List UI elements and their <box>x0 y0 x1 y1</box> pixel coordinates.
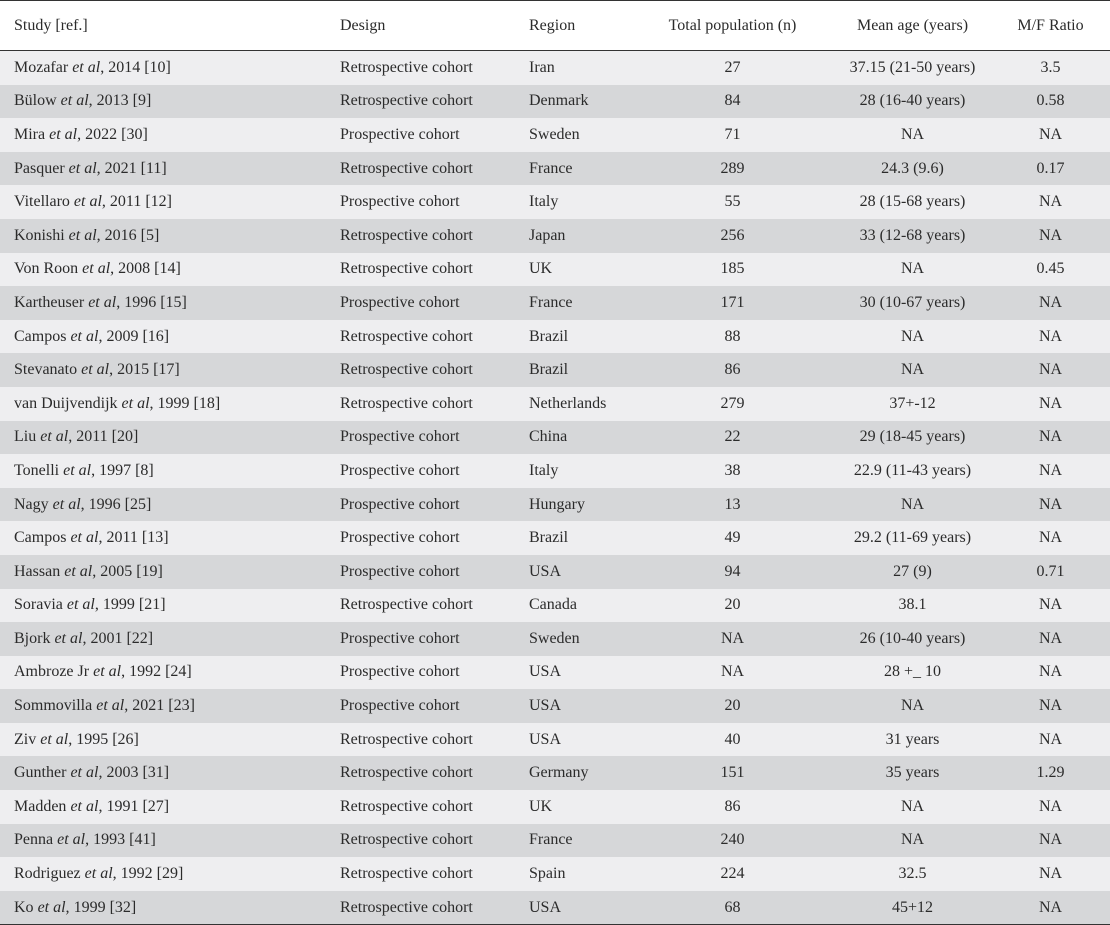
study-etal: et al <box>93 663 122 681</box>
study-citation: , 2009 [16] <box>98 327 170 345</box>
header-region: Region <box>529 1 631 51</box>
cell-age: NA <box>834 118 991 152</box>
cell-study <box>0 219 340 253</box>
cell-study <box>0 589 340 623</box>
cell-ratio: 0.58 <box>991 85 1110 119</box>
study-author: Konishi <box>14 226 65 244</box>
cell-study <box>0 723 340 757</box>
study-author: Pasquer <box>14 159 65 177</box>
study-etal: et al <box>40 730 69 748</box>
table-row <box>0 555 1110 589</box>
study-citation: , 2021 [23] <box>124 697 195 715</box>
cell-study <box>0 253 340 287</box>
study-author: Ziv <box>14 730 37 748</box>
study-author: Sommovilla <box>14 697 93 715</box>
study-etal: et al <box>72 58 101 76</box>
cell-study <box>0 891 340 925</box>
study-etal: et al <box>54 629 83 647</box>
cell-design: Prospective cohort <box>340 689 529 723</box>
cell-population: 171 <box>631 286 834 320</box>
cell-study <box>0 387 340 421</box>
cell-region: USA <box>529 891 631 925</box>
cell-design: Prospective cohort <box>340 454 529 488</box>
study-author: Liu <box>14 428 37 446</box>
table-row <box>0 756 1110 790</box>
table-row <box>0 857 1110 891</box>
table-row <box>0 790 1110 824</box>
cell-region: Netherlands <box>529 387 631 421</box>
cell-design: Retrospective cohort <box>340 891 529 925</box>
study-citation: 1999 [32] <box>69 898 137 916</box>
cell-design: Prospective cohort <box>340 555 529 589</box>
cell-study <box>0 488 340 522</box>
study-author: Ko <box>14 898 34 916</box>
cell-population: 40 <box>631 723 834 757</box>
table-row <box>0 286 1110 320</box>
cell-age: NA <box>834 790 991 824</box>
study-author: Rodriguez <box>14 865 81 883</box>
cell-design: Retrospective cohort <box>340 320 529 354</box>
cell-region: Sweden <box>529 622 631 656</box>
study-etal: et al <box>63 461 92 479</box>
study-author: Ambroze Jr <box>14 663 90 681</box>
cell-population: 94 <box>631 555 834 589</box>
study-citation: , 1992 [24] <box>121 663 192 681</box>
study-author: Bjork <box>14 629 51 647</box>
study-etal: et al <box>64 562 93 580</box>
cell-population: 22 <box>631 421 834 455</box>
table-row <box>0 219 1110 253</box>
study-etal: et al <box>49 125 78 143</box>
table-header-row <box>0 1 1110 51</box>
study-citation: , 2015 [17] <box>109 361 180 379</box>
table-row <box>0 622 1110 656</box>
study-author: Bülow <box>14 92 57 110</box>
study-citation: , 1996 [25] <box>80 495 152 513</box>
cell-ratio: NA <box>991 353 1110 387</box>
cell-study <box>0 689 340 723</box>
cell-age: 29 (18-45 years) <box>834 421 991 455</box>
cell-region: France <box>529 152 631 186</box>
cell-age: 35 years <box>834 756 991 790</box>
study-citation: , 1996 [15] <box>116 293 187 311</box>
cell-age: 28 (16-40 years) <box>834 85 991 119</box>
cell-ratio: NA <box>991 320 1110 354</box>
cell-design: Retrospective cohort <box>340 589 529 623</box>
study-etal: et al <box>96 697 125 715</box>
cell-population: 240 <box>631 824 834 858</box>
cell-ratio: NA <box>991 689 1110 723</box>
cell-ratio: NA <box>991 589 1110 623</box>
cell-population: 86 <box>631 790 834 824</box>
cell-age: NA <box>834 689 991 723</box>
table-row <box>0 824 1110 858</box>
table-body <box>0 51 1110 925</box>
cell-population: 289 <box>631 152 834 186</box>
study-author: Hassan <box>14 562 61 580</box>
cell-region: UK <box>529 790 631 824</box>
study-citation: , 2022 [30] <box>77 125 148 143</box>
cell-ratio: NA <box>991 118 1110 152</box>
cell-region: Germany <box>529 756 631 790</box>
cell-design: Retrospective cohort <box>340 253 529 287</box>
cell-design: Retrospective cohort <box>340 857 529 891</box>
cell-region: Hungary <box>529 488 631 522</box>
study-etal: et al <box>60 92 89 110</box>
table-row <box>0 253 1110 287</box>
cell-study <box>0 286 340 320</box>
cell-region: Spain <box>529 857 631 891</box>
study-author: Tonelli <box>14 461 60 479</box>
table-row <box>0 320 1110 354</box>
study-etal: et al <box>68 159 97 177</box>
cell-design: Retrospective cohort <box>340 152 529 186</box>
cell-age: 26 (10-40 years) <box>834 622 991 656</box>
study-citation: , 2001 [22] <box>82 629 154 647</box>
cell-population: 84 <box>631 85 834 119</box>
cell-ratio: NA <box>991 891 1110 925</box>
cell-age: NA <box>834 353 991 387</box>
cell-study <box>0 85 340 119</box>
study-citation: , 2016 [5] <box>96 226 160 244</box>
cell-region: Iran <box>529 51 631 85</box>
table-row <box>0 152 1110 186</box>
cell-study <box>0 824 340 858</box>
cell-age: 28 +_ 10 <box>834 656 991 690</box>
cell-region: Brazil <box>529 521 631 555</box>
cell-population: NA <box>631 622 834 656</box>
study-citation: , 1993 [41] <box>85 831 156 849</box>
table-row <box>0 656 1110 690</box>
cell-region: USA <box>529 723 631 757</box>
study-etal: et al, <box>37 898 70 916</box>
header-ratio: M/F Ratio <box>991 1 1110 51</box>
cell-age: 45+12 <box>834 891 991 925</box>
cell-age: NA <box>834 253 991 287</box>
cell-ratio: NA <box>991 286 1110 320</box>
cell-age: 37.15 (21-50 years) <box>834 51 991 85</box>
study-etal: et al <box>52 495 81 513</box>
study-etal: et al <box>40 428 69 446</box>
cell-ratio: NA <box>991 622 1110 656</box>
cell-ratio: NA <box>991 454 1110 488</box>
header-population: Total population (n) <box>631 1 834 51</box>
cell-study <box>0 756 340 790</box>
study-citation: , 2011 [13] <box>98 529 169 547</box>
study-citation: , 2013 [9] <box>88 92 152 110</box>
study-etal: et al <box>66 596 95 614</box>
cell-design: Prospective cohort <box>340 185 529 219</box>
cell-ratio: NA <box>991 421 1110 455</box>
cell-region: France <box>529 286 631 320</box>
cell-study <box>0 421 340 455</box>
cell-region: France <box>529 824 631 858</box>
cell-age: 37+-12 <box>834 387 991 421</box>
study-citation: , 1997 [8] <box>91 461 154 479</box>
cell-population: 256 <box>631 219 834 253</box>
cell-population: 88 <box>631 320 834 354</box>
study-citation: , 1992 [29] <box>112 865 184 883</box>
cell-region: Brazil <box>529 353 631 387</box>
header-design: Design <box>340 1 529 51</box>
study-etal: et al <box>81 361 110 379</box>
cell-age: 38.1 <box>834 589 991 623</box>
cell-age: 29.2 (11-69 years) <box>834 521 991 555</box>
cell-population: 49 <box>631 521 834 555</box>
cell-age: 31 years <box>834 723 991 757</box>
cell-design: Prospective cohort <box>340 521 529 555</box>
cell-ratio: 0.71 <box>991 555 1110 589</box>
study-author: van Duijvendijk <box>14 394 118 412</box>
study-citation: , 1999 [21] <box>94 596 166 614</box>
study-citation: , 1995 [26] <box>68 730 139 748</box>
cell-age: 33 (12-68 years) <box>834 219 991 253</box>
cell-study <box>0 622 340 656</box>
study-etal: et al <box>70 764 99 782</box>
cell-region: Japan <box>529 219 631 253</box>
table-row <box>0 51 1110 85</box>
cell-population: 151 <box>631 756 834 790</box>
cell-ratio: NA <box>991 824 1110 858</box>
study-author: Campos <box>14 327 67 345</box>
cell-design: Retrospective cohort <box>340 824 529 858</box>
cell-population: 68 <box>631 891 834 925</box>
cell-study <box>0 118 340 152</box>
study-author: Kartheuser <box>14 293 85 311</box>
cell-ratio: NA <box>991 723 1110 757</box>
study-author: Mira <box>14 125 46 143</box>
cell-population: 20 <box>631 589 834 623</box>
table-row <box>0 421 1110 455</box>
study-author: Vitellaro <box>14 193 70 211</box>
cell-design: Retrospective cohort <box>340 756 529 790</box>
header-study: Study [ref.] <box>0 1 340 51</box>
cell-design: Prospective cohort <box>340 286 529 320</box>
cell-population: 71 <box>631 118 834 152</box>
cell-study <box>0 790 340 824</box>
table-row <box>0 85 1110 119</box>
cell-population: 86 <box>631 353 834 387</box>
table-row <box>0 589 1110 623</box>
cell-design: Prospective cohort <box>340 421 529 455</box>
table-row <box>0 353 1110 387</box>
cell-population: 55 <box>631 185 834 219</box>
cell-region: Denmark <box>529 85 631 119</box>
study-author: Soravia <box>14 596 63 614</box>
table-row <box>0 521 1110 555</box>
cell-population: 13 <box>631 488 834 522</box>
study-etal: et al <box>121 394 150 412</box>
study-etal: et al <box>73 193 102 211</box>
cell-design: Retrospective cohort <box>340 723 529 757</box>
table-row <box>0 118 1110 152</box>
cell-age: 28 (15-68 years) <box>834 185 991 219</box>
cell-ratio: NA <box>991 656 1110 690</box>
cell-region: USA <box>529 656 631 690</box>
cell-design: Retrospective cohort <box>340 353 529 387</box>
study-etal: et al <box>68 226 97 244</box>
study-etal: et al <box>84 865 113 883</box>
cell-study <box>0 521 340 555</box>
cell-region: China <box>529 421 631 455</box>
cell-region: Sweden <box>529 118 631 152</box>
cell-study <box>0 555 340 589</box>
study-citation: , 1991 [27] <box>98 797 170 815</box>
cell-study <box>0 152 340 186</box>
cell-design: Prospective cohort <box>340 118 529 152</box>
cell-design: Retrospective cohort <box>340 387 529 421</box>
cell-region: USA <box>529 689 631 723</box>
cell-design: Retrospective cohort <box>340 85 529 119</box>
cell-ratio: NA <box>991 219 1110 253</box>
cell-population: 20 <box>631 689 834 723</box>
study-etal: et al <box>70 327 99 345</box>
cell-ratio: NA <box>991 790 1110 824</box>
study-author: Gunther <box>14 764 67 782</box>
cell-ratio: NA <box>991 857 1110 891</box>
cell-ratio: NA <box>991 488 1110 522</box>
table-row <box>0 454 1110 488</box>
study-citation: , 2003 [31] <box>98 764 170 782</box>
cell-design: Prospective cohort <box>340 622 529 656</box>
cell-age: 27 (9) <box>834 555 991 589</box>
cell-population: NA <box>631 656 834 690</box>
cell-ratio: NA <box>991 185 1110 219</box>
table-row <box>0 689 1110 723</box>
cell-study <box>0 454 340 488</box>
study-etal: et al <box>88 293 117 311</box>
table-row <box>0 387 1110 421</box>
cell-design: Prospective cohort <box>340 488 529 522</box>
cell-region: UK <box>529 253 631 287</box>
cell-age: NA <box>834 488 991 522</box>
cell-population: 38 <box>631 454 834 488</box>
study-author: Campos <box>14 529 67 547</box>
table-row <box>0 723 1110 757</box>
study-citation: , 2014 [10] <box>100 58 171 76</box>
study-citation: , 2008 [14] <box>110 260 181 278</box>
cell-ratio: 3.5 <box>991 51 1110 85</box>
cell-age: 24.3 (9.6) <box>834 152 991 186</box>
cell-design: Prospective cohort <box>340 656 529 690</box>
table-row <box>0 891 1110 925</box>
cell-ratio: NA <box>991 387 1110 421</box>
table-row <box>0 488 1110 522</box>
cell-study <box>0 320 340 354</box>
study-citation: , 2011 [20] <box>68 428 139 446</box>
study-author: Nagy <box>14 495 49 513</box>
cell-age: NA <box>834 320 991 354</box>
cell-design: Retrospective cohort <box>340 790 529 824</box>
cell-population: 224 <box>631 857 834 891</box>
study-etal: et al <box>70 797 99 815</box>
study-etal: et al <box>57 831 86 849</box>
cell-region: Brazil <box>529 320 631 354</box>
cell-ratio: 0.17 <box>991 152 1110 186</box>
study-citation: , 2005 [19] <box>92 562 163 580</box>
cell-region: Italy <box>529 454 631 488</box>
cell-region: USA <box>529 555 631 589</box>
study-author: Mozafar <box>14 58 69 76</box>
study-author: Von Roon <box>14 260 79 278</box>
cell-age: NA <box>834 824 991 858</box>
study-citation: , 2021 [11] <box>96 159 167 177</box>
cell-ratio: 0.45 <box>991 253 1110 287</box>
cell-region: Italy <box>529 185 631 219</box>
study-author: Stevanato <box>14 361 78 379</box>
cell-population: 185 <box>631 253 834 287</box>
cell-age: 30 (10-67 years) <box>834 286 991 320</box>
study-etal: et al <box>82 260 111 278</box>
study-citation: , 2011 [12] <box>101 193 172 211</box>
cell-design: Retrospective cohort <box>340 219 529 253</box>
cell-study <box>0 656 340 690</box>
cell-study <box>0 857 340 891</box>
table-row <box>0 185 1110 219</box>
cell-ratio: 1.29 <box>991 756 1110 790</box>
cell-region: Canada <box>529 589 631 623</box>
cell-age: 22.9 (11-43 years) <box>834 454 991 488</box>
cell-age: 32.5 <box>834 857 991 891</box>
study-etal: et al <box>70 529 99 547</box>
cell-study <box>0 353 340 387</box>
study-author: Madden <box>14 797 67 815</box>
cell-ratio: NA <box>991 521 1110 555</box>
cell-study <box>0 185 340 219</box>
cell-population: 27 <box>631 51 834 85</box>
cell-design: Retrospective cohort <box>340 51 529 85</box>
cell-study <box>0 51 340 85</box>
study-citation: , 1999 [18] <box>149 394 221 412</box>
header-age: Mean age (years) <box>834 1 991 51</box>
cell-population: 279 <box>631 387 834 421</box>
study-author: Penna <box>14 831 54 849</box>
